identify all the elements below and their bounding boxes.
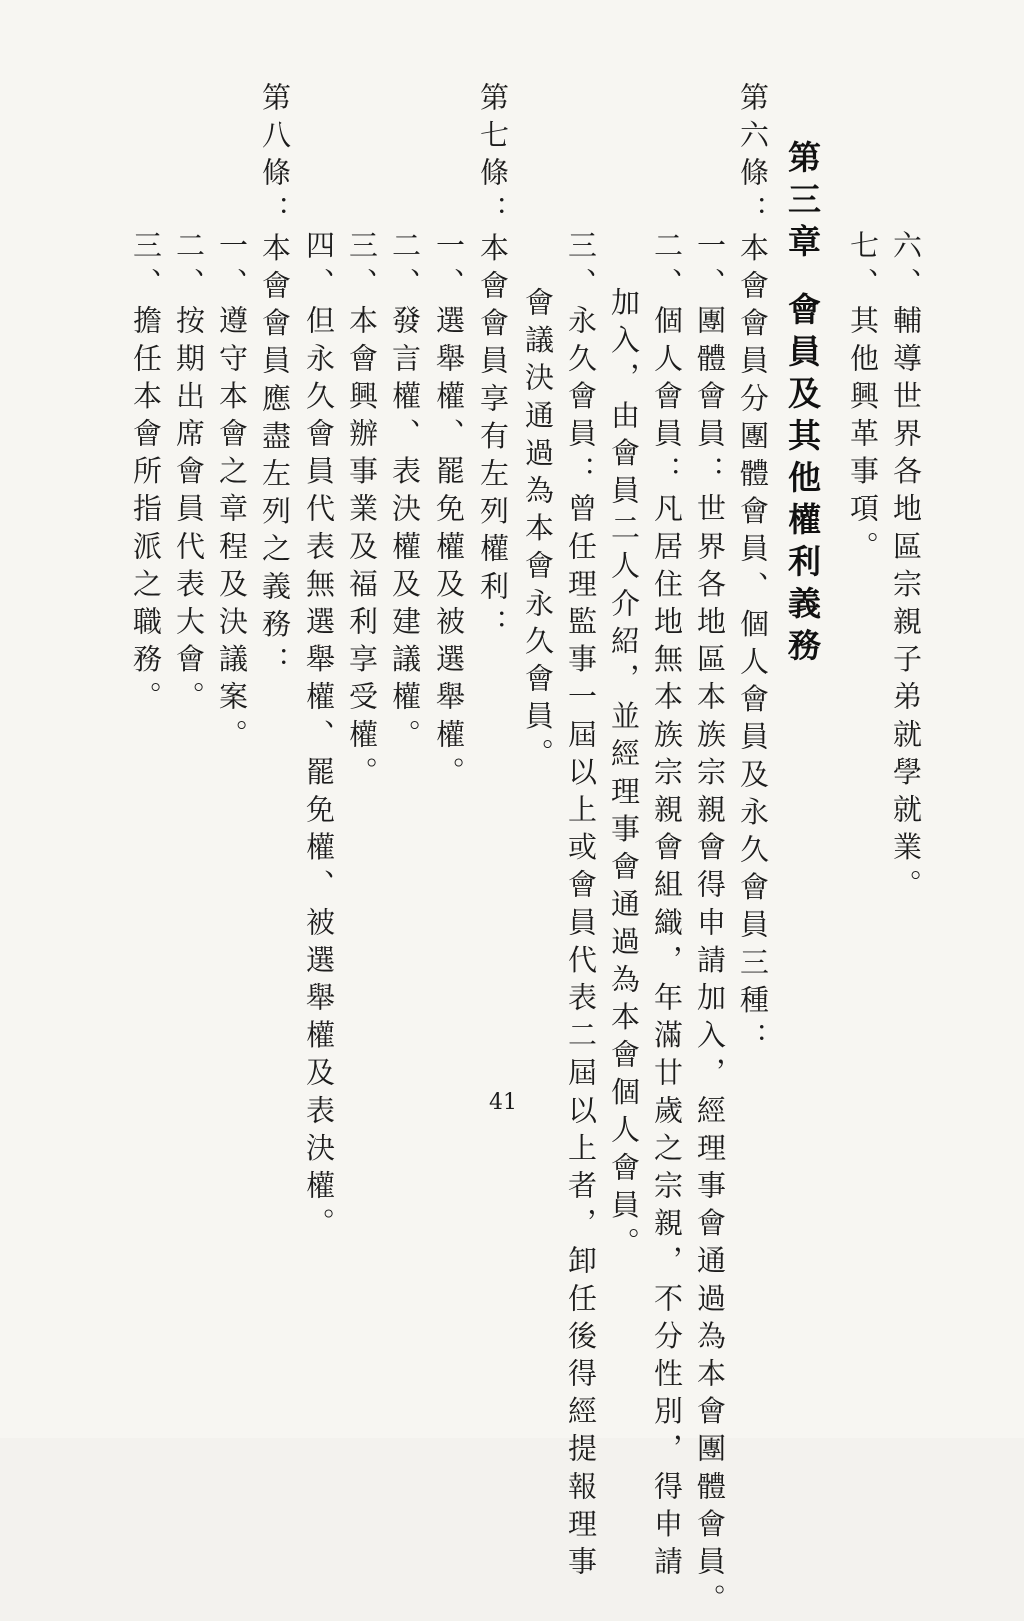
article6-item1: 一、團體會員：世界各地區本族宗親會得申請加入，經理事會通過為本會團體會員。 <box>693 230 727 1621</box>
article6-item2-line1: 二、個人會員：凡居住地無本族宗親會組織，年滿廿歲之宗親，不分性別，得申請 <box>650 230 684 1584</box>
article7-item4: 四、但永久會員代表無選舉權、罷免權、被選舉權及表決權。 <box>302 230 336 1246</box>
article8-item2: 二、按期出席會員代表大會。 <box>172 230 206 719</box>
chapter-title: 會員及其他權利義務 <box>783 292 822 670</box>
article8-item1: 一、遵守本會之章程及決議案。 <box>215 230 249 757</box>
article7-item1: 一、選舉權、罷免權及被選舉權。 <box>432 230 466 794</box>
article8-item3: 三、擔任本會所指派之職務。 <box>129 230 163 719</box>
article6-heading: 第六條：本會會員分團體會員、個人會員及永久會員三種： <box>736 82 770 1060</box>
chapter-number: 第三章 <box>783 140 822 266</box>
article7-item3: 三、本會興辦事業及福利享受權。 <box>345 230 379 794</box>
chapter-heading <box>783 140 822 670</box>
article7-heading: 第七條：本會會員享有左列權利： <box>476 82 510 646</box>
article5-item7: 七、其他興革事項。 <box>846 230 880 569</box>
article6-item3-line2: 會議決通過為本會永久會員。 <box>521 287 555 776</box>
article7-item2: 二、發言權、表決權及建議權。 <box>388 230 422 757</box>
article8-heading: 第八條：本會會員應盡左列之義務： <box>258 82 292 684</box>
page-number: 41 <box>489 1090 517 1115</box>
article6-item2-line2: 加入，由會員二人介紹，並經理事會通過為本會個人會員。 <box>607 287 641 1265</box>
article6-item3-line1: 三、永久會員：曾任理監事一屆以上或會員代表二屆以上者，卸任後得經提報理事 <box>564 230 598 1584</box>
article5-item6: 六、輔導世界各地區宗親子弟就學就業。 <box>889 230 923 907</box>
